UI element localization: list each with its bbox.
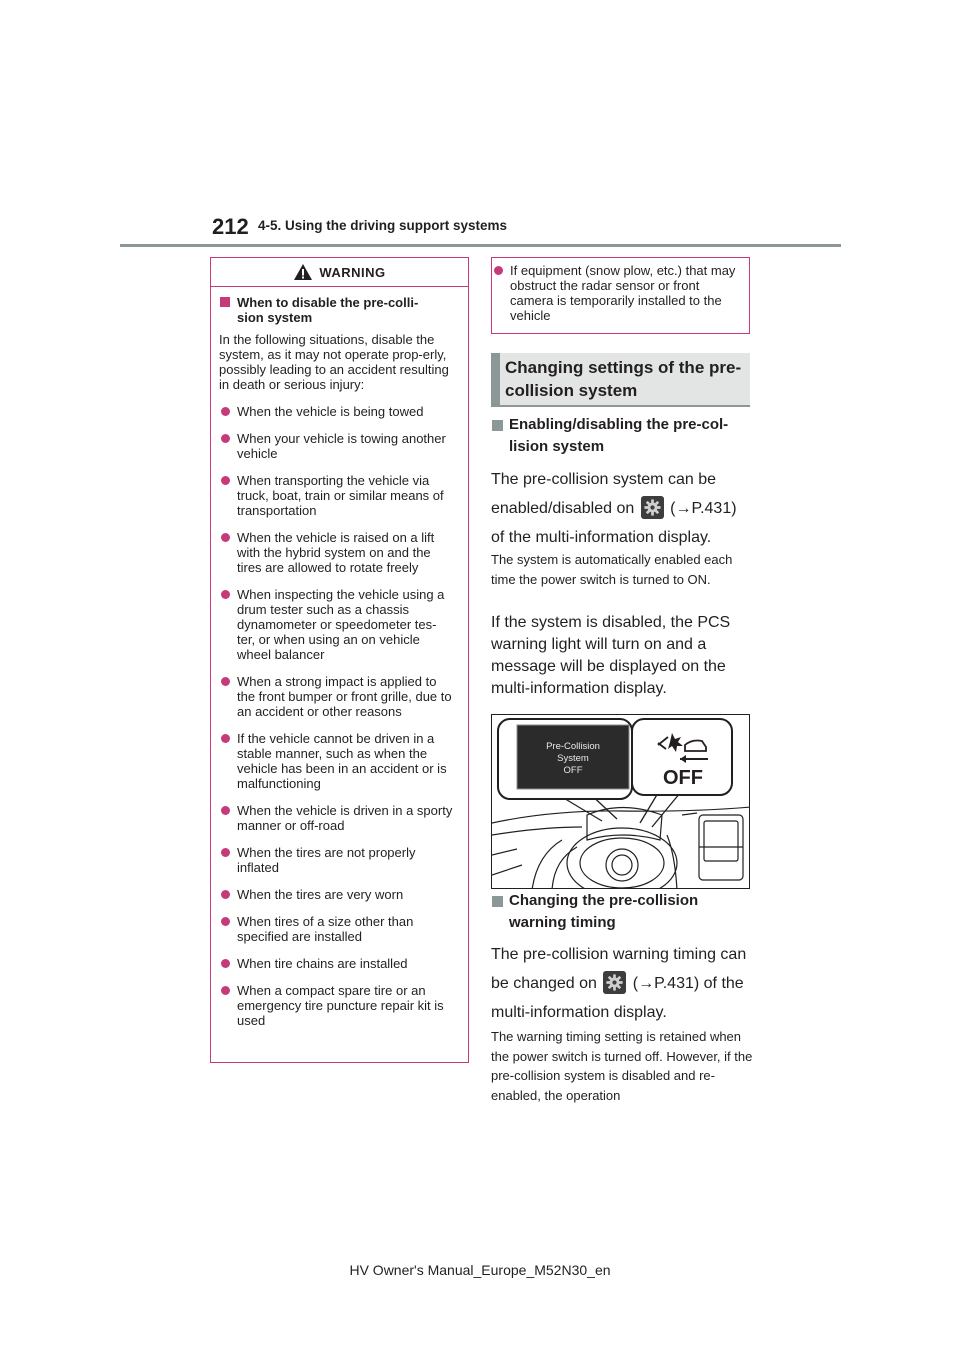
enable-heading: Enabling/disabling the pre-col-lision system (491, 414, 750, 458)
warning-box (210, 257, 469, 1063)
section-title: 4-5. Using the driving support systems (258, 218, 508, 233)
timing-note: The warning timing setting is retained when the power switch is turned off. However, if the pre-collision system is disabled and re-enabled, the operation (491, 1029, 753, 1103)
enable-text-before: The pre-collision system can be enabled/disabled on (491, 471, 716, 517)
display-line-1: Pre-Collision (546, 741, 600, 752)
warning-item: When the vehicle is raised on a lift with the hybrid system on and the tires are allowed to rotate freely (219, 530, 454, 575)
display-line-3: OFF (563, 765, 583, 776)
timing-text-before: The pre-collision warning timing can be changed on (491, 946, 747, 992)
footer-text: HV Owner's Manual_Europe_M52N30_en (349, 1262, 611, 1278)
warning-item: When the vehicle is driven in a sporty manner or off-road (219, 803, 454, 833)
warning-item: If the vehicle cannot be driven in a stable manner, such as when the vehicle has been in an accident or is malfunctioning (219, 731, 454, 791)
pcs-off-label: OFF (663, 767, 703, 789)
warning-item: When tires of a size other than specified are installed (219, 914, 454, 944)
warning-title: When to disable the pre-colli- sion system (219, 295, 454, 325)
warning-triangle-icon (293, 263, 313, 281)
warning-item: If equipment (snow plow, etc.) that may obstruct the radar sensor or front camera is temporarily installed to the vehicle (492, 263, 739, 323)
timing-heading: Changing the pre-collision warning timing (491, 890, 750, 934)
dashboard-illustration (492, 715, 750, 889)
warning-item: When the tires are very worn (219, 887, 454, 902)
timing-text-after: the multi-information display. (491, 975, 744, 1021)
enable-text-ref: (→P.431) (670, 500, 737, 517)
warning-label: WARNING (319, 264, 386, 280)
display-line-2: System (557, 753, 589, 764)
warning-item: When your vehicle is towing another vehicle (219, 431, 454, 461)
timing-text-ref: (→P.431) of (632, 975, 717, 992)
warning-header (211, 258, 468, 287)
page-number: 212 (212, 214, 249, 239)
warning-item: When tire chains are installed (219, 956, 454, 971)
warning-intro: In the following situations, disable the system, as it may not operate prop-erly, possibly leading to an accident resulting in death or serious injury: (219, 332, 449, 392)
settings-heading-rule (491, 405, 750, 407)
pcs-off-illustration (491, 714, 750, 889)
enable-text-after: of the multi-information display. (491, 529, 712, 546)
warning-item: When a strong impact is applied to the front bumper or front grille, due to an accident or other reasons (219, 674, 454, 719)
timing-text (491, 940, 753, 1027)
warning-box-continued (491, 257, 750, 334)
settings-gear-icon (603, 971, 626, 994)
settings-gear-icon (641, 496, 664, 519)
warning-item: When inspecting the vehicle using a drum tester such as a chassis dynamometer or speedometer tes-ter, or when using an on vehicle wheel balancer (219, 587, 454, 662)
warning-item: When the tires are not properly inflated (219, 845, 454, 875)
enable-text (491, 465, 753, 552)
warning-item: When transporting the vehicle via truck, boat, train or similar means of transportation (219, 473, 454, 518)
warning-item: When the vehicle is being towed (219, 404, 454, 419)
enable-note: The system is automatically enabled each time the power switch is turned to ON. (491, 552, 733, 587)
settings-heading: Changing settings of the pre-collision system (491, 353, 750, 405)
header-rule (120, 244, 841, 247)
disabled-text: If the system is disabled, the PCS warning light will turn on and a message will be displayed on the multi-information display. (491, 614, 731, 697)
warning-item: When a compact spare tire or an emergency tire puncture repair kit is used (219, 983, 454, 1028)
